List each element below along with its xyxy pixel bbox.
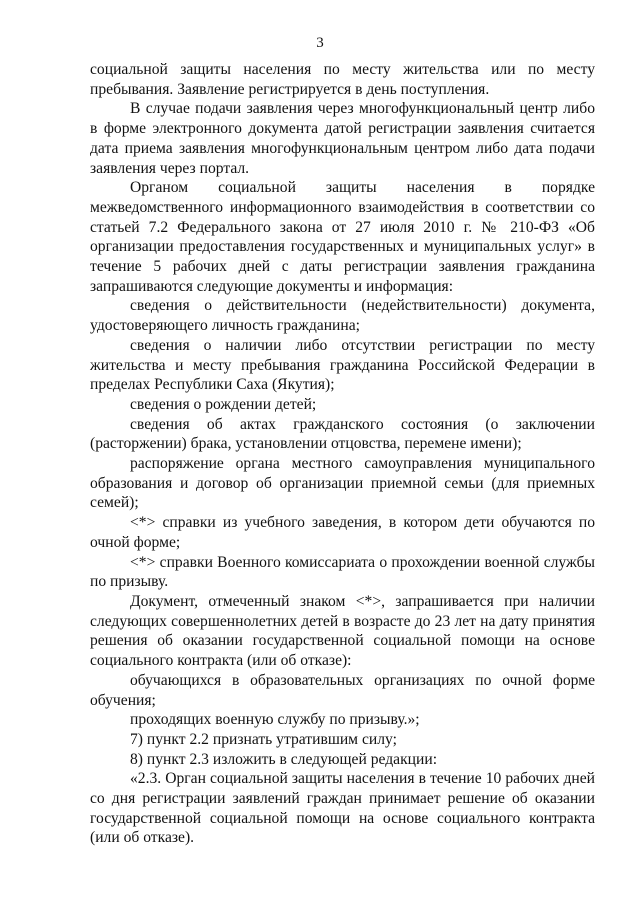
paragraph-3: Органом социальной защиты населения в порядке межведомственного информационного взаимодействия в соответствии со статьей 7.2 Федерального закона от 27 июля 2010 г. № 210-ФЗ «Об организации предоставления государственных и муниципальных услуг» в течение 5 рабочих дней с даты регистрации заявления гражданина запрашиваются следующие документы и информация:	[90, 179, 595, 295]
paragraph-11: Документ, отмеченный знаком <*>, запрашивается при наличии следующих совершеннолетних детей в возрасте до 23 лет на дату принятия решения об оказании государственной социальной помощи на основе социального контракта (или об отказе):	[90, 592, 595, 670]
page-number: 3	[316, 35, 324, 51]
paragraph-4: сведения о действительности (недействительности) документа, удостоверяющего личность гражданина;	[90, 297, 595, 335]
paragraph-2: В случае подачи заявления через многофункциональный центр либо в форме электронного документа датой регистрации заявления считается дата приема заявления многофункциональным центром либо дата подачи заявления через портал.	[90, 100, 595, 177]
paragraph-7: сведения об актах гражданского состояния (о заключении (расторжении) брака, установлении отцовства, перемене имени);	[90, 415, 595, 453]
paragraph-8: распоряжение органа местного самоуправления муниципального образования и договор об организации приемной семьи (для приемных семей);	[90, 455, 595, 512]
paragraph-6: сведения о рождении детей;	[130, 395, 317, 413]
paragraph-14: 7) пункт 2.2 признать утратившим силу;	[130, 730, 397, 748]
paragraph-10: <*> справки Военного комиссариата о прохождении военной службы по призыву.	[90, 553, 595, 591]
paragraph-16: «2.3. Орган социальной защиты населения в течение 10 рабочих дней со дня регистрации заявлений граждан принимает решение об оказании государственной социальной помощи на основе социального контракта (или об отказе).	[90, 770, 595, 847]
paragraph-5: сведения о наличии либо отсутствии регистрации по месту жительства и месту пребывания гражданина Российской Федерации в пределах Республики Саха (Якутия);	[90, 336, 595, 394]
body-text	[90, 60, 595, 848]
paragraph-15: 8) пункт 2.3 изложить в следующей редакции:	[130, 750, 438, 768]
paragraph-13: проходящих военную службу по призыву.»;	[130, 711, 420, 729]
paragraph-12: обучающихся в образовательных организациях по очной форме обучения;	[90, 671, 595, 709]
paragraph-9: <*> справки из учебного заведения, в котором дети обучаются по очной форме;	[90, 514, 595, 551]
paragraph-1: социальной защиты населения по месту жительства или по месту пребывания. Заявление регистрируется в день поступления.	[90, 61, 595, 98]
